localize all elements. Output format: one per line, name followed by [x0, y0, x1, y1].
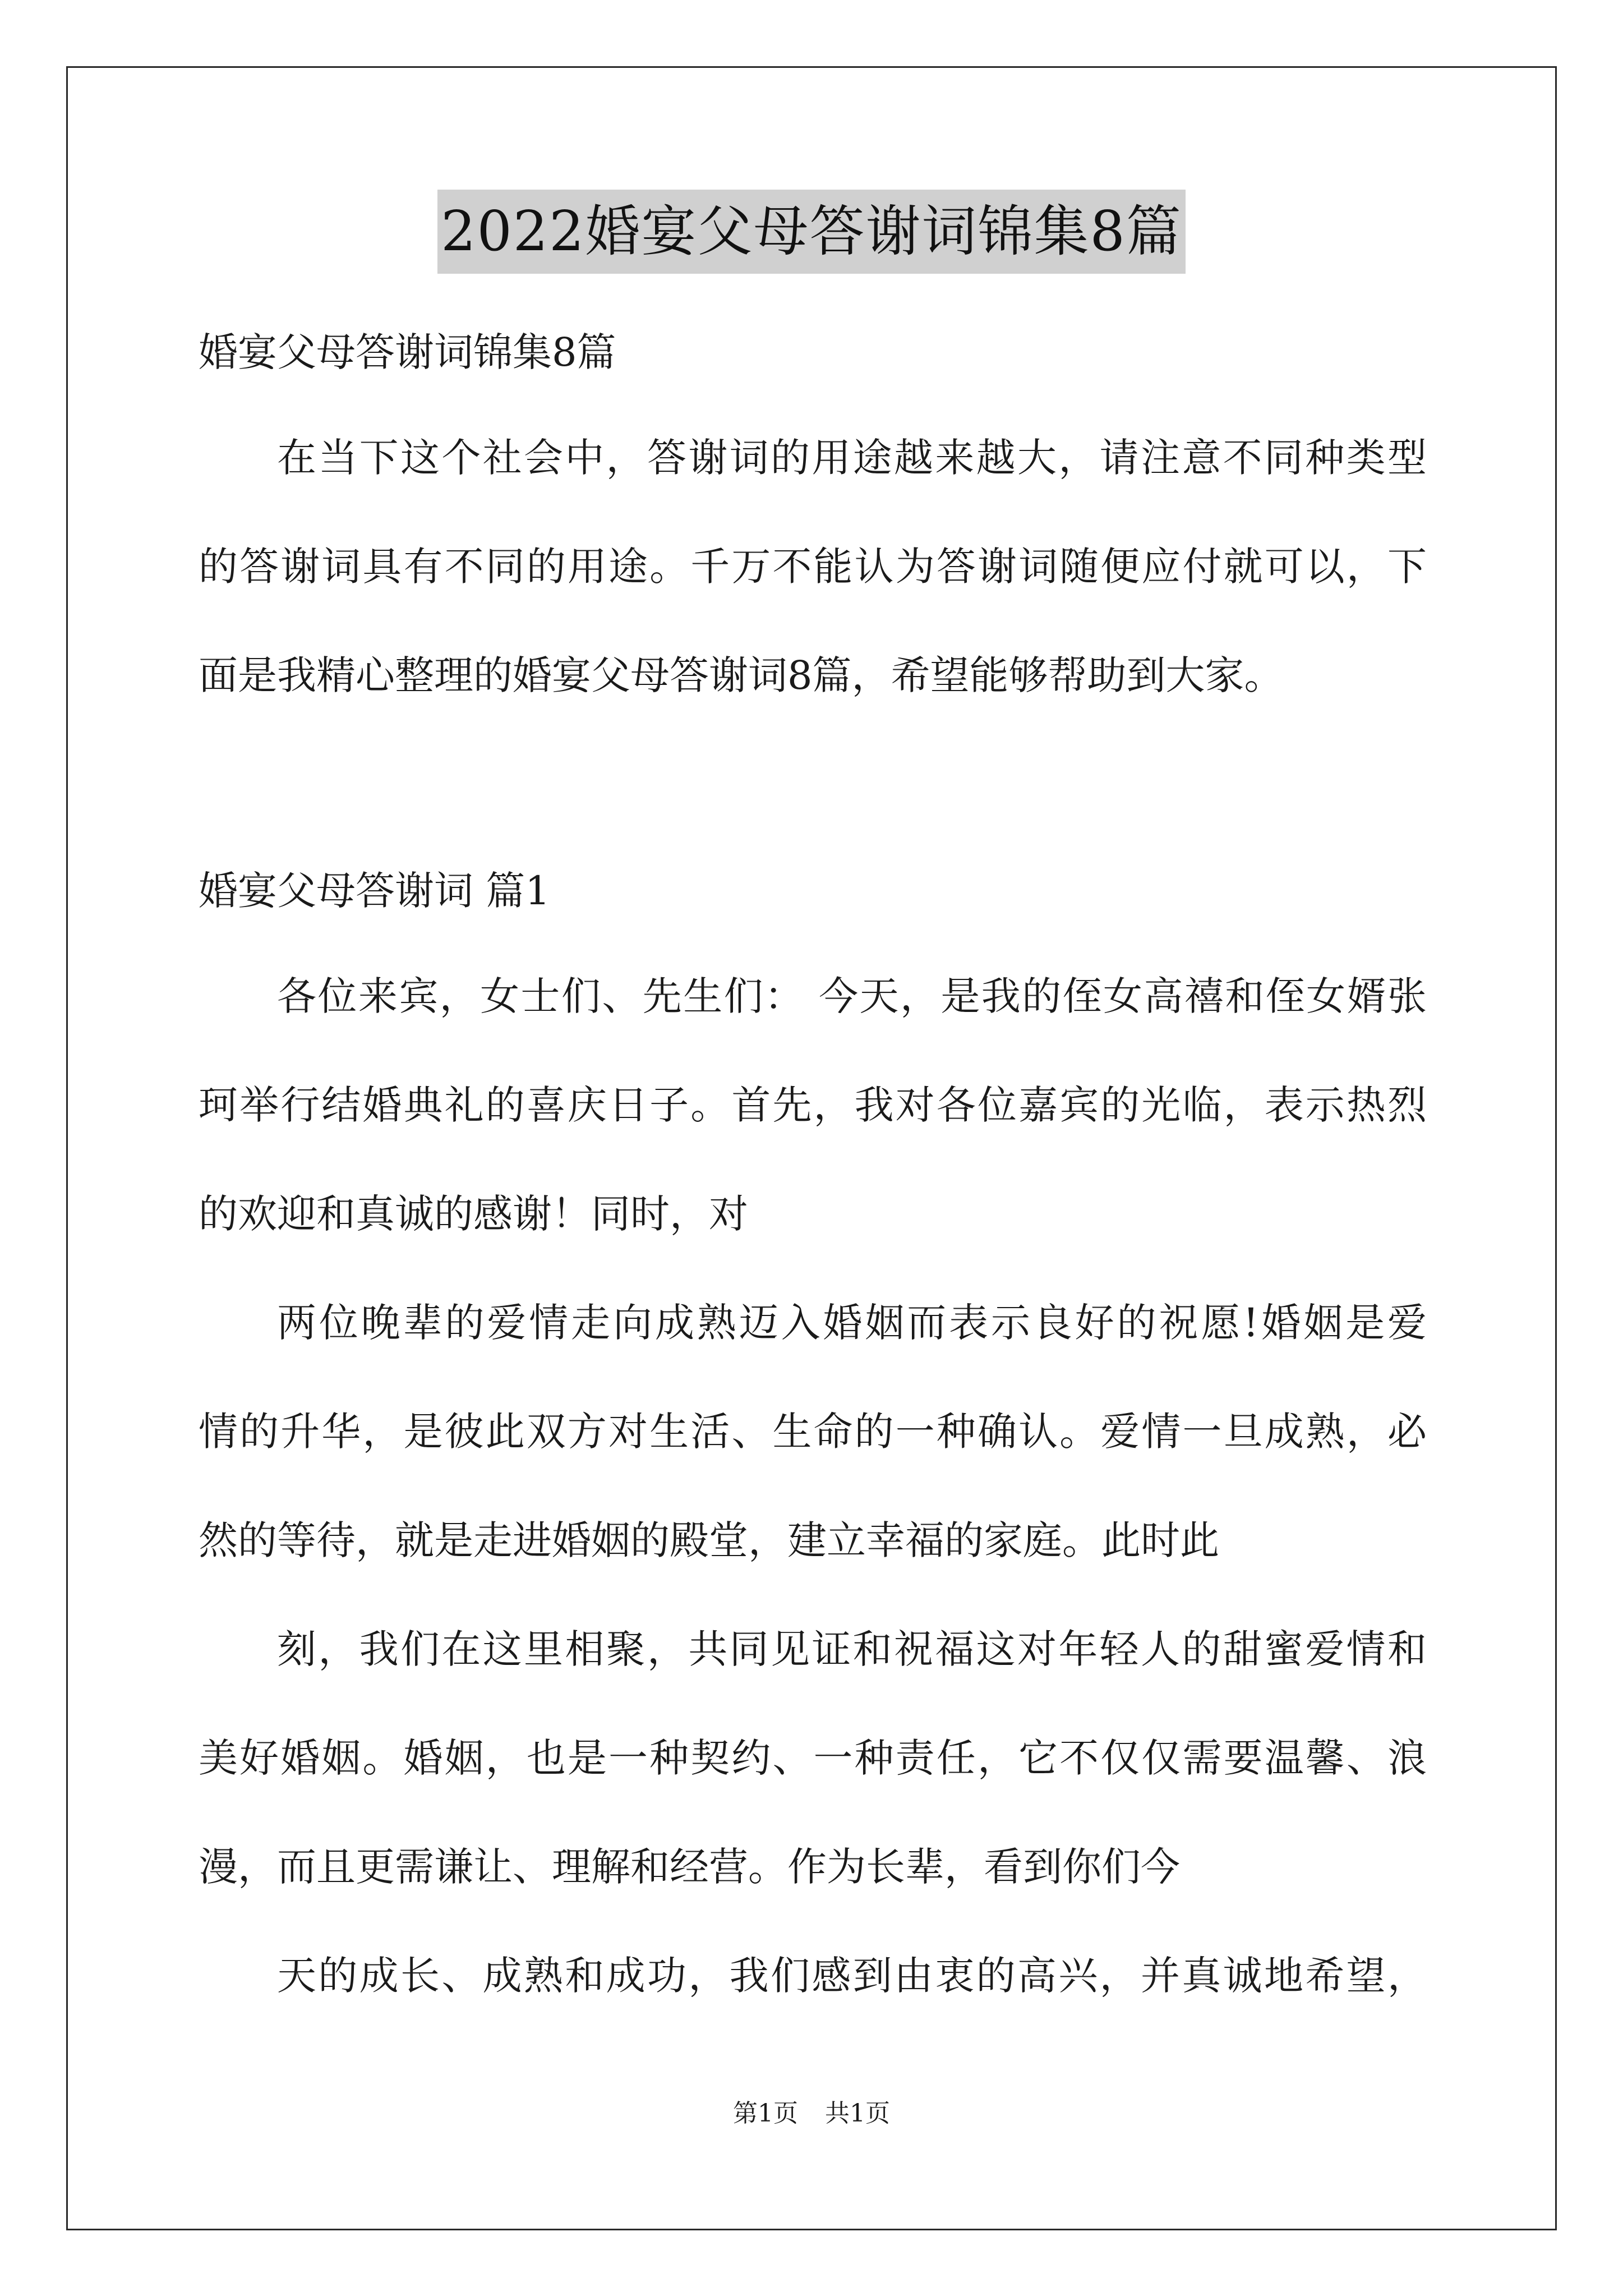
intro-line: 的答谢词具有不同的用途。千万不能认为答谢词随便应付就可以，下 — [199, 544, 1427, 590]
intro-paragraph — [199, 431, 1427, 702]
title-container — [0, 190, 1623, 274]
paragraph-line: 情的升华，是彼此双方对生活、生命的一种确认。爱情一旦成熟，必 — [199, 1409, 1427, 1455]
section-heading: 婚宴父母答谢词 篇1 — [199, 868, 550, 914]
paragraph-line: 珂举行结婚典礼的喜庆日子。首先，我对各位嘉宾的光临，表示热烈 — [199, 1082, 1427, 1128]
document-body — [199, 325, 1427, 2003]
document-title: 2022婚宴父母答谢词锦集8篇 — [437, 190, 1186, 274]
paragraph-line: 然的等待，就是走进婚姻的殿堂，建立幸福的家庭。此时此 — [199, 1517, 1219, 1563]
body-paragraph-4 — [199, 1949, 1427, 2003]
paragraph-line: 各位来宾，女士们、先生们： 今天，是我的侄女高禧和侄女婿张 — [277, 973, 1427, 1019]
paragraph-line: 的欢迎和真诚的感谢！同时，对 — [199, 1191, 748, 1237]
body-paragraph-3 — [199, 1622, 1427, 1894]
paragraph-line: 两位晚辈的爱情走向成熟迈入婚姻而表示良好的祝愿!婚姻是爱 — [277, 1300, 1427, 1346]
paragraph-line: 美好婚姻。婚姻，也是一种契约、一种责任，它不仅仅需要温馨、浪 — [199, 1735, 1427, 1781]
intro-line: 面是我精心整理的婚宴父母答谢词8篇，希望能够帮助到大家。 — [199, 652, 1284, 698]
page-footer — [0, 2097, 1623, 2131]
paragraph-line: 刻，我们在这里相聚，共同见证和祝福这对年轻人的甜蜜爱情和 — [277, 1626, 1427, 1672]
body-paragraph-1 — [199, 969, 1427, 1241]
intro-line: 在当下这个社会中，答谢词的用途越来越大，请注意不同种类型 — [277, 435, 1427, 481]
body-paragraph-2 — [199, 1296, 1427, 1567]
paragraph-line: 漫，而且更需谦让、理解和经营。作为长辈，看到你们今 — [199, 1844, 1180, 1890]
document-subtitle: 婚宴父母答谢词锦集8篇 — [199, 329, 616, 375]
page-number: 第1页 — [733, 2099, 798, 2128]
page-total: 共1页 — [825, 2099, 890, 2128]
paragraph-line: 天的成长、成熟和成功，我们感到由衷的高兴，并真诚地希望， — [277, 1953, 1427, 1999]
